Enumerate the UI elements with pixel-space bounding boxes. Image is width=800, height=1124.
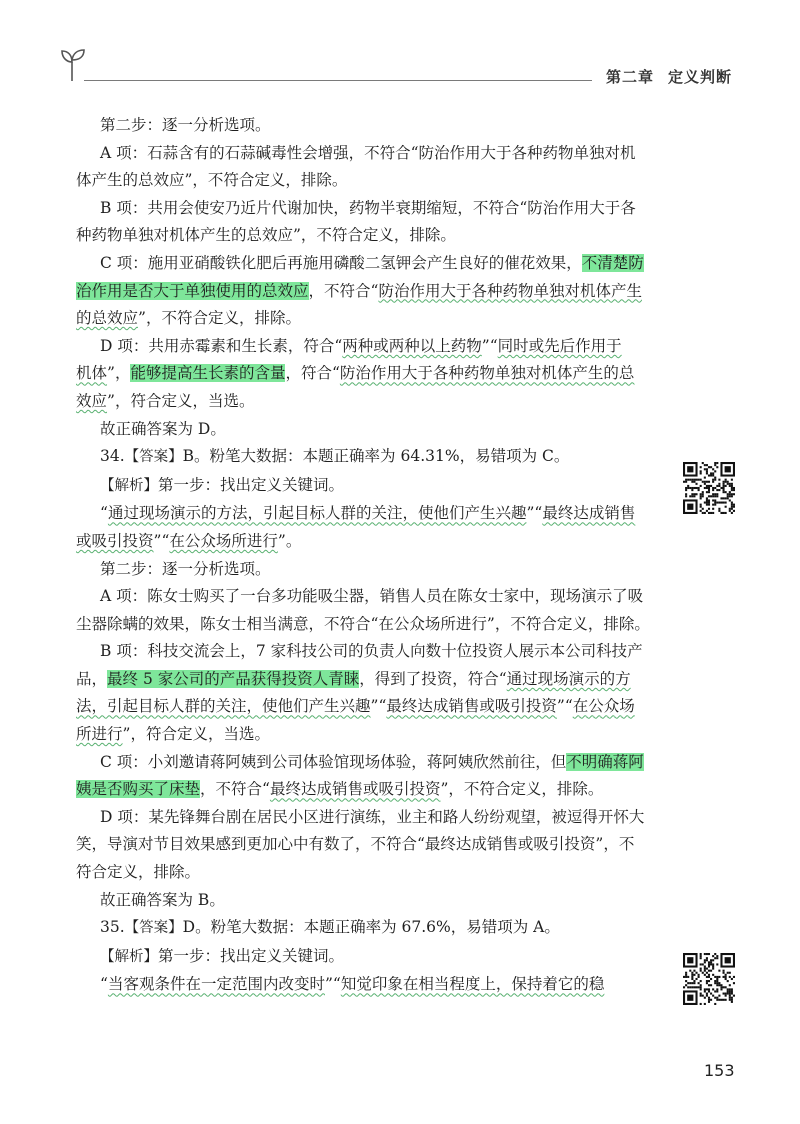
keyword-underline: 防治作用大于各种药物单独对机体产生的总 [339,364,635,383]
chapter-number: 第二章 [606,68,655,86]
highlight: 姨是否购买了床垫 [76,780,201,799]
text-line: 机体”，能够提高生长素的含量，符合“防治作用大于各种药物单独对机体产生的总 [76,364,635,383]
text-line: 治作用是否大于单独使用的总效应，不符合“防治作用大于各种药物单独对机体产生 [76,281,642,300]
highlight: 能够提高生长素的含量 [130,364,286,383]
text-line: D 项：某先锋舞台剧在居民小区进行演练，业主和路人纷纷观望，被逗得开怀大 [100,807,645,826]
keyword-underline: 在公众场 [572,697,635,716]
text-line: 种药物单独对机体产生的总效应”，不符合定义，排除。 [76,226,456,245]
text-line: C 项：小刘邀请蒋阿姨到公司体验馆现场体验，蒋阿姨欣然前往，但不明确蒋阿 [100,752,644,771]
header-rule [84,80,592,81]
highlight: 最终 5 家公司的产品获得投资人青睐 [107,669,360,688]
qr-code-icon[interactable] [683,462,735,514]
analysis-tag: 【解析】 [100,477,158,494]
keyword-underline: 在公众场所进行 [169,531,278,550]
text-line: “当客观条件在一定范围内改变时”“知觉印象在相当程度上，保持着它的稳 [100,975,605,994]
text-line: 品，最终 5 家公司的产品获得投资人青睐，得到了投资，符合“通过现场演示的方 [76,669,631,688]
text-line: 故正确答案为 D。 [100,419,226,438]
keyword-underline: 通过现场演示的方法，引起目标人群的关注，使他们产生兴趣 [107,504,527,523]
keyword-underline: 最终达成销售 [542,504,636,523]
answer-tag: 【答案】 [124,920,183,937]
page-body [76,112,675,999]
chapter-title: 定义判断 [668,68,733,86]
keyword-underline: 的总效应 [76,309,139,328]
qr-code-icon[interactable] [683,953,735,1005]
text-line: 效应”，符合定义，当选。 [76,391,255,410]
keyword-underline: 效应 [76,391,108,410]
text-line: 第二步：逐一分析选项。 [100,116,271,134]
text-line: 姨是否购买了床垫，不符合“最终达成销售或吸引投资”，不符合定义，排除。 [76,780,604,799]
keyword-underline: 两种或两种以上药物 [342,336,482,355]
highlight: 治作用是否大于单独使用的总效应 [76,281,309,300]
sprout-icon [58,46,88,82]
text-line: D 项：共用赤霉素和生长素，符合“两种或两种以上药物”“同时或先后作用于 [100,336,622,355]
text-line: A 项：陈女士购买了一台多功能吸尘器，销售人员在陈女士家中，现场演示了吸 [100,587,644,606]
text-line: “通过现场演示的方法，引起目标人群的关注，使他们产生兴趣”“最终达成销售 [100,504,636,523]
keyword-underline: 当客观条件在一定范围内改变时 [107,975,325,994]
highlight: 不清楚防 [581,253,644,272]
text-line: 第二步：逐一分析选项。 [100,559,271,578]
text-line: 体产生的总效应”，不符合定义，排除。 [76,171,348,190]
keyword-underline: 或吸引投资 [76,531,154,550]
keyword-underline: 机体 [76,364,108,383]
page-header [0,0,800,100]
question-34-analysis: 【解析】第一步：找出定义关键词。 [100,475,345,494]
keyword-underline: 知觉印象在相当程度上，保持着它的稳 [340,975,605,994]
text-line: 符合定义，排除。 [76,863,201,882]
text-line: 故正确答案为 B。 [100,890,225,909]
text-line: 笑，导演对节目效果感到更加心中有数了，不符合“最终达成销售或吸引投资”，不 [76,835,635,854]
chapter-heading [606,66,732,87]
keyword-underline: 最终达成销售或吸引投资 [269,780,441,799]
text-line: 所进行”，符合定义，当选。 [76,725,270,744]
text-line: A 项：石蒜含有的石蒜碱毒性会增强，不符合“防治作用大于各种药物单独对机 [100,143,636,162]
text-line: C 项：施用亚硝酸铁化肥后再施用磷酸二氢钾会产生良好的催花效果，不清楚防 [100,253,644,272]
question-34-answer: 34.【答案】B。粉笔大数据：本题正确率为 64.31%，易错项为 C。 [100,447,570,466]
question-35-analysis: 【解析】第一步：找出定义关键词。 [100,946,345,965]
text-line: 法，引起目标人群的关注，使他们产生兴趣”“最终达成销售或吸引投资”“在公众场 [76,697,635,716]
keyword-underline: 法，引起目标人群的关注，使他们产生兴趣 [76,697,371,716]
text-line: 尘器除螨的效果，陈女士相当满意，不符合“在公众场所进行”，不符合定义，排除。 [76,614,650,633]
keyword-underline: 最终达成销售或吸引投资 [386,697,557,716]
keyword-underline: 同时或先后作用于 [497,336,622,355]
page-number: 153 [704,1061,735,1080]
text-line: B 项：科技交流会上，7 家科技公司的负责人向数十位投资人展示本公司科技产 [100,642,643,661]
keyword-underline: 防治作用大于各种药物单独对机体产生 [378,281,642,300]
text-line: 或吸引投资”“在公众场所进行”。 [76,531,302,550]
keyword-underline: 通过现场演示的方 [506,669,631,688]
answer-tag: 【答案】 [124,449,183,466]
analysis-tag: 【解析】 [100,948,158,965]
keyword-underline: 所进行 [76,725,123,744]
text-line: 的总效应”，不符合定义，排除。 [76,309,301,328]
question-35-answer: 35.【答案】D。粉笔大数据：本题正确率为 67.6%，易错项为 A。 [100,918,560,937]
highlight: 不明确蒋阿 [566,752,644,771]
text-line: B 项：共用会使安乃近片代谢加快，药物半衰期缩短，不符合“防治作用大于各 [100,198,636,217]
